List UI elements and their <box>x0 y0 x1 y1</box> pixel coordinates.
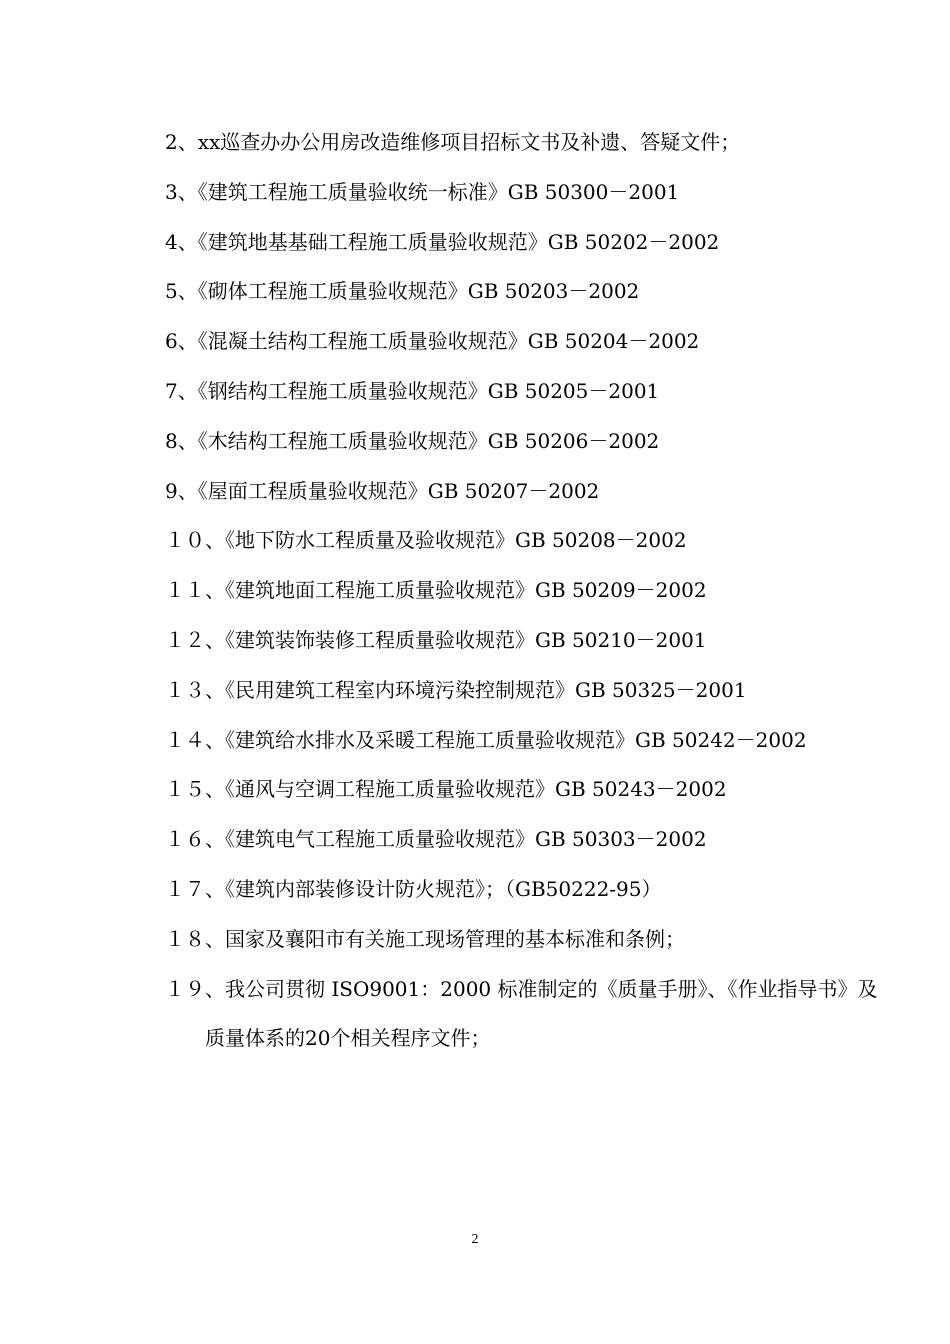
list-item: 8、《木结构工程施工质量验收规范》GB 50206－2002 <box>165 428 660 453</box>
list-item: １７、《建筑内部装修设计防火规范》；（GB50222-95） <box>165 876 662 901</box>
list-item: １４、《建筑给水排水及采暖工程施工质量验收规范》GB 50242－2002 <box>165 727 807 752</box>
page-number: 2 <box>471 1232 479 1247</box>
list-item: １５、《通风与空调工程施工质量验收规范》GB 50243－2002 <box>165 777 727 802</box>
list-item: 9、《屋面工程质量验收规范》GB 50207－2002 <box>165 478 600 503</box>
list-item: １８、国家及襄阳市有关施工现场管理的基本标准和条例； <box>165 926 685 951</box>
list-item: １２、《建筑装饰装修工程质量验收规范》GB 50210－2001 <box>165 627 707 652</box>
list-item: 5、《砌体工程施工质量验收规范》GB 50203－2002 <box>165 279 640 304</box>
list-item: 4、《建筑地基基础工程施工质量验收规范》GB 50202－2002 <box>165 229 720 254</box>
document-body <box>165 118 885 1064</box>
list-item: １９、我公司贯彻 ISO9001：2000 标准制定的《质量手册》、《作业指导书》及质量体系的20个相关程序文件； <box>165 976 878 1051</box>
list-item: １０、《地下防水工程质量及验收规范》GB 50208－2002 <box>165 528 687 553</box>
list-item: １１、《建筑地面工程施工质量验收规范》GB 50209－2002 <box>165 578 707 603</box>
list-item: 7、《钢结构工程施工质量验收规范》GB 50205－2001 <box>165 378 660 403</box>
list-item: 2、xx巡查办办公用房改造维修项目招标文书及补遗、答疑文件； <box>165 130 741 154</box>
list-item: １３、《民用建筑工程室内环境污染控制规范》GB 50325－2001 <box>165 677 747 702</box>
list-item: １６、《建筑电气工程施工质量验收规范》GB 50303－2002 <box>165 827 707 852</box>
list-item: 3、《建筑工程施工质量验收统一标准》GB 50300－2001 <box>165 179 680 204</box>
list-item: 6、《混凝土结构工程施工质量验收规范》GB 50204－2002 <box>165 329 700 354</box>
